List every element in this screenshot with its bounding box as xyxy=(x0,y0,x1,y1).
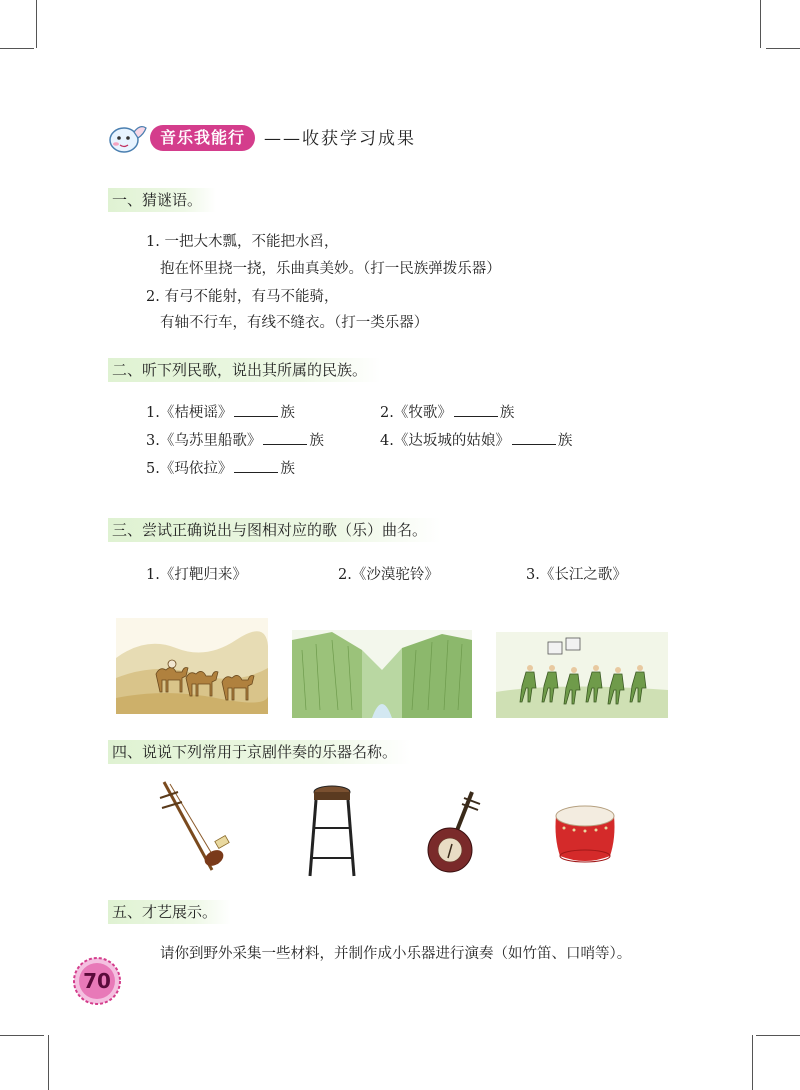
crop-mark xyxy=(36,0,37,48)
crop-mark xyxy=(752,1035,753,1090)
song-name: 2.《沙漠驼铃》 xyxy=(338,567,439,583)
song-item xyxy=(146,430,324,451)
activity-text: 请你到野外采集一些材料，并制作成小乐器进行演奏（如竹笛、口哨等）。 xyxy=(160,946,632,962)
page-number: 70 xyxy=(83,969,111,993)
song-label: 1.《桔梗谣》 xyxy=(146,405,233,421)
river-gorge-illustration xyxy=(292,630,472,718)
suffix-text: 族 xyxy=(557,433,573,449)
song-name: 1.《打靶归来》 xyxy=(146,567,247,583)
song-item xyxy=(146,402,295,423)
crop-mark xyxy=(0,48,34,49)
section-1-title: 一、猜谜语。 xyxy=(108,188,216,212)
song-label: 2.《牧歌》 xyxy=(380,405,452,421)
marching-soldiers-illustration xyxy=(496,632,668,718)
section-subtitle: ——收获学习成果 xyxy=(264,129,416,149)
crop-mark xyxy=(760,0,761,48)
answer-blank[interactable] xyxy=(263,430,307,445)
riddle-line: 有轴不行车，有线不缝衣。（打一类乐器） xyxy=(160,315,429,331)
suffix-text: 族 xyxy=(309,433,324,449)
chapter-header xyxy=(104,118,524,158)
song-label: 3.《乌苏里船歌》 xyxy=(146,433,262,449)
riddle-line: 抱在怀里挠一挠，乐曲真美妙。（打一民族弹拨乐器） xyxy=(160,261,501,277)
crop-mark xyxy=(48,1035,49,1090)
section-3-title: 三、尝试正确说出与图相对应的歌（乐）曲名。 xyxy=(108,518,441,542)
song-label: 4.《达坂城的姑娘》 xyxy=(380,433,510,449)
page-number-badge xyxy=(72,956,122,1006)
danpigu-drum-icon xyxy=(302,778,362,878)
section-2-title: 二、听下列民歌，说出其所属的民族。 xyxy=(108,358,381,382)
tanggu-drum-icon xyxy=(550,798,620,868)
answer-blank[interactable] xyxy=(512,430,556,445)
suffix-text: 族 xyxy=(499,405,515,421)
section-badge: 音乐我能行 xyxy=(150,125,255,151)
song-label: 5.《玛依拉》 xyxy=(146,461,233,477)
crop-mark xyxy=(766,48,800,49)
answer-blank[interactable] xyxy=(454,402,498,417)
section-5-title: 五、才艺展示。 xyxy=(108,900,231,924)
song-item xyxy=(380,430,572,451)
yueqin-instrument-icon xyxy=(422,788,488,878)
song-name: 3.《长江之歌》 xyxy=(526,567,627,583)
crop-mark xyxy=(0,1035,44,1036)
song-item xyxy=(146,458,295,479)
desert-camel-illustration xyxy=(116,618,268,714)
suffix-text: 族 xyxy=(280,461,295,477)
section-4-title: 四、说说下列常用于京剧伴奏的乐器名称。 xyxy=(108,740,411,764)
suffix-text: 族 xyxy=(280,405,295,421)
crop-mark xyxy=(756,1035,800,1036)
answer-blank[interactable] xyxy=(234,458,278,473)
song-item xyxy=(380,402,514,423)
riddle-line: 1. 一把大木瓢，不能把水舀， xyxy=(146,234,339,250)
riddle-line: 2. 有弓不能射，有马不能骑， xyxy=(146,289,339,305)
answer-blank[interactable] xyxy=(234,402,278,417)
jinghu-instrument-icon xyxy=(156,778,236,878)
